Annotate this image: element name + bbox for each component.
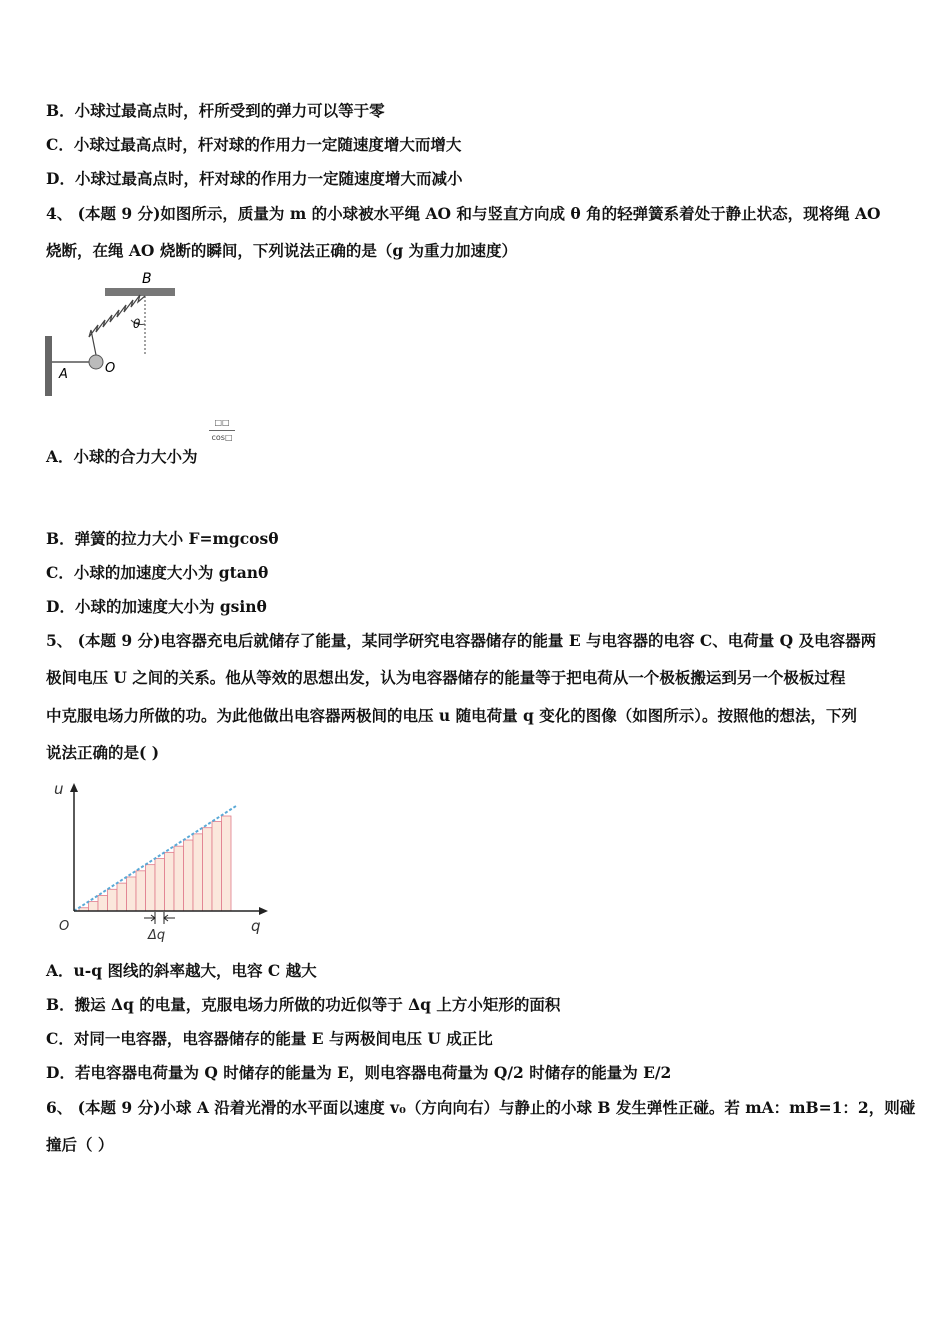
fraction-bar: [209, 430, 235, 431]
charge-step-bar: [89, 902, 99, 911]
charge-step-bar: [108, 889, 118, 911]
charge-step-bar: [193, 834, 203, 911]
charge-step-bar: [222, 816, 232, 911]
y-axis-arrow: [70, 783, 78, 792]
dq-arrow-left: [144, 915, 155, 921]
q5-option-d: D．若电容器电荷量为 Q 时储存的能量为 E，则电容器电荷量为 Q/2 时储存的能量为 E/2: [46, 1063, 672, 1082]
ceiling-bar: [105, 288, 175, 296]
fraction-denominator: cos□: [211, 433, 233, 442]
q5-stem-line2: 极间电压 U 之间的关系。他从等效的思想出发，认为电容器储存的能量等于把电荷从一个极板搬运到另一个极板过程: [46, 668, 846, 687]
label-b: B: [142, 271, 152, 287]
label-a: A: [59, 367, 68, 382]
label-dq: Δq: [148, 928, 166, 943]
x-axis-arrow: [259, 907, 268, 915]
charge-step-bar: [203, 828, 213, 911]
fraction-numerator: □□: [214, 418, 230, 427]
q5-option-b: B．搬运 Δq 的电量，克服电场力所做的功近似等于 Δq 上方小矩形的面积: [46, 995, 561, 1014]
dq-arrow-right: [164, 915, 175, 921]
option-a-fraction: [207, 418, 237, 443]
charge-step-bar: [155, 859, 165, 912]
spring-ball-figure: [42, 268, 182, 402]
charge-step-bar: [146, 865, 156, 911]
charge-step-bar: [184, 840, 194, 911]
ball: [89, 355, 103, 369]
q5-stem-line3: 中克服电场力所做的功。为此他做出电容器两极间的电压 u 随电荷量 q 变化的图像（如图所示）。按照他的想法，下列: [46, 706, 857, 725]
charge-steps: [79, 816, 231, 911]
label-o: O: [105, 361, 116, 376]
q6-stem-line1: 6、 (本题 9 分)小球 A 沿着光滑的水平面以速度 v₀（方向向右）与静止的小球 B 发生弹性正碰。若 mA：mB=1：2，则碰: [46, 1098, 916, 1117]
q4-stem-line2: 烧断，在绳 AO 烧断的瞬间，下列说法正确的是（g 为重力加速度）: [46, 241, 518, 260]
q4-option-d: D．小球的加速度大小为 gsinθ: [46, 597, 267, 616]
charge-step-bar: [117, 883, 127, 911]
q5-option-c: C．对同一电容器，电容器储存的能量 E 与两极间电压 U 成正比: [46, 1029, 493, 1048]
label-q: q: [251, 917, 261, 935]
label-origin: O: [59, 919, 70, 934]
charge-step-bar: [98, 895, 108, 911]
wall: [45, 336, 52, 396]
q5-stem-line1: 5、 (本题 9 分)电容器充电后就储存了能量，某同学研究电容器储存的能量 E 与电容器的电容 C、电荷量 Q 及电容器两: [46, 631, 877, 650]
q4-option-c: C．小球的加速度大小为 gtanθ: [46, 563, 269, 582]
q4-option-a: A．小球的合力大小为: [46, 447, 198, 466]
q3-option-b: B．小球过最高点时，杆所受到的弹力可以等于零: [46, 101, 385, 120]
q4-option-b: B．弹簧的拉力大小 F=mgcosθ: [46, 529, 279, 548]
label-u: u: [54, 780, 64, 798]
q6-stem-line2: 撞后（ ）: [46, 1135, 114, 1154]
charge-step-bar: [174, 846, 184, 911]
q5-stem-line4: 说法正确的是( ): [46, 743, 160, 762]
charge-step-bar: [212, 822, 222, 911]
label-theta: θ: [133, 317, 141, 331]
q4-stem-line1: 4、 (本题 9 分)如图所示，质量为 m 的小球被水平绳 AO 和与竖直方向成 θ 角的轻弹簧系着处于静止状态，现将绳 AO: [46, 204, 881, 223]
u-q-graph: [48, 778, 273, 948]
charge-step-bar: [127, 877, 137, 911]
charge-step-bar: [136, 871, 146, 911]
q3-option-c: C．小球过最高点时，杆对球的作用力一定随速度增大而增大: [46, 135, 462, 154]
q3-option-d: D．小球过最高点时，杆对球的作用力一定随速度增大而减小: [46, 169, 463, 188]
charge-step-bar: [165, 852, 175, 911]
q5-option-a: A．u-q 图线的斜率越大，电容 C 越大: [46, 961, 317, 980]
